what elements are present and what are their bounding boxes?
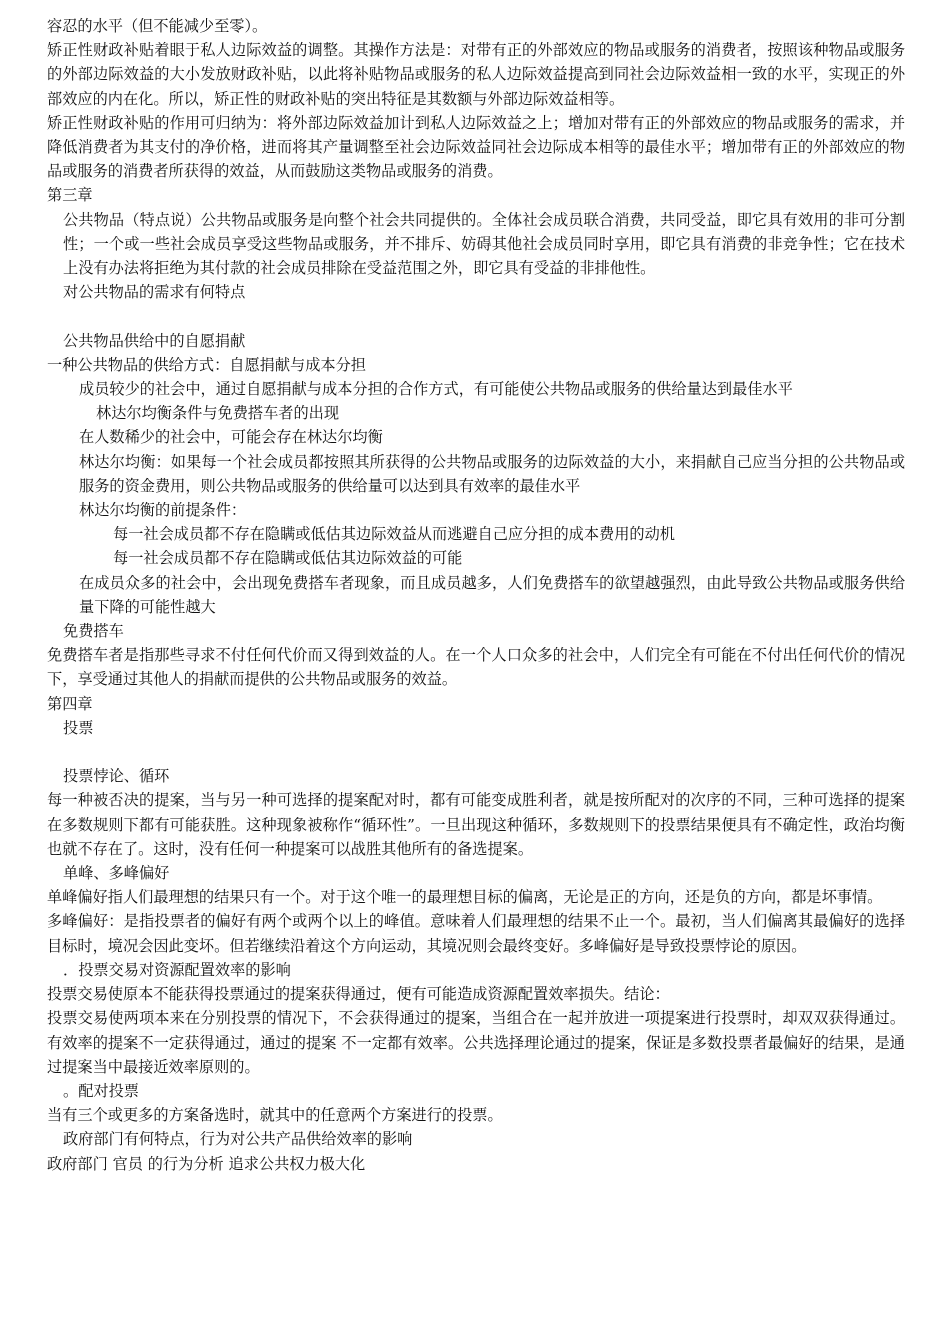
document-page <box>47 14 905 1176</box>
text-paragraph: 成员较少的社会中，通过自愿捐献与成本分担的合作方式，有可能使公共物品或服务的供给量达到最佳水平 <box>79 380 793 399</box>
text-paragraph: 林达尔均衡的前提条件： <box>79 501 247 520</box>
section-heading: 单峰、多峰偏好 <box>63 864 170 883</box>
text-paragraph-body: 林达尔均衡：如果每一个社会成员都按照其所获得的公共物品或服务的边际效益的大小，来捐献自己应当分担的公共物品或服务的资金费用，则公共物品或服务的供给量可以达到具有效率的最佳水平 <box>79 452 905 495</box>
text-paragraph: 在成员众多的社会中，会出现免费搭车者现象，而且成员越多，人们免费搭车的欲望越强烈，由此导致公共物品或服务供给量下降的可能性越大 <box>79 573 905 616</box>
text-paragraph: 多峰偏好：是指投票者的偏好有两个或两个以上的峰值。意味着人们最理想的结果不止一个。最初，当人们偏离其最偏好的选择目标时，境况会因此变坏。但若继续沿着这个方向运动，其境况则会最终变好。多峰偏好是导致投票悖论的原因。 <box>47 912 905 955</box>
text-paragraph: 一种公共物品的供给方式：自愿捐献与成本分担 <box>47 355 366 374</box>
chapter-heading: 第四章 <box>47 694 93 713</box>
section-heading: 免费搭车 <box>63 622 124 641</box>
text-paragraph: 政府部门 官员 的行为分析 追求公共权力极大化 <box>47 1154 366 1173</box>
text-paragraph: 免费搭车者是指那些寻求不付任何代价而又得到效益的人。在一个人口众多的社会中，人们完全有可能在不付出任何代价的情况下，享受通过其他人的捐献而提供的公共物品或服务的效益。 <box>47 646 905 689</box>
list-item: 每一社会成员都不存在隐瞒或低估其边际效益从而逃避自己应分担的成本费用的动机 <box>113 525 675 544</box>
text-paragraph: 当有三个或更多的方案备选时，就其中的任意两个方案进行的投票。 <box>47 1106 503 1125</box>
text-paragraph: 公共物品（特点说）公共物品或服务是向整个社会共同提供的。全体社会成员联合消费，共同受益，即它具有效用的非可分割性；一个或一些社会成员享受这些物品或服务，并不排斥、妨碍其他社会成员同时享用，即它具有消费的非竞争性；它在技术上没有办法将拒绝为其付款的社会成员排除在受益范围之外，即它具有受益的非排他性。 <box>63 210 905 278</box>
text-paragraph: 矫正性财政补贴着眼于私人边际效益的调整。其操作方法是：对带有正的外部效应的物品或服务的消费者，按照该种物品或服务的外部边际效益的大小发放财政补贴，以此将补贴物品或服务的私人边际效益提高到同社会边际效益相一致的水平，实现正的外部效应的内在化。所以，矫正性的财政补贴的突出特征是其数额与外部边际效益相等。 <box>47 41 905 108</box>
text-paragraph: 单峰偏好指人们最理想的结果只有一个。对于这个唯一的最理想目标的偏离，无论是正的方向，还是负的方向，都是坏事情。 <box>47 888 883 907</box>
section-heading: 政府部门有何特点，行为对公共产品供给效率的影响 <box>63 1130 413 1149</box>
text-paragraph: 投票交易使原本不能获得投票通过的提案获得通过，便有可能造成资源配置效率损失。结论： <box>47 985 670 1004</box>
text-paragraph: 投票交易使两项本来在分别投票的情况下，不会获得通过的提案，当组合在一起并放进一项提案进行投票时，却双双获得通过。有效率的提案不一定获得通过，通过的提案 不一定都有效率。公共选择理论通过的提案，保证是多数投票者最偏好的结果，是通过提案当中最接近效率原则的。 <box>47 1009 905 1076</box>
text-paragraph: 矫正性财政补贴的作用可归纳为：将外部边际效益加计到私人边际效益之上；增加对带有正的外部效应的物品或服务的需求，并降低消费者为其支付的净价格，进而将其产量调整至社会边际效益同社会边际成本相等的最佳水平；增加带有正的外部效应的物品或服务的消费者所获得的效益，从而鼓励这类物品或服务的消费。 <box>47 113 905 181</box>
section-heading: 对公共物品的需求有何特点 <box>63 283 246 302</box>
text-paragraph: 每一种被否决的提案，当与另一种可选择的提案配对时，都有可能变成胜利者，就是按所配对的次序的不同，三种可选择的提案在多数规则下都有可能获胜。这种现象被称作“循环性”。一旦出现这种循环，多数规则下的投票结果便具有不确定性，政治均衡也就不存在了。这时，没有任何一种提案可以战胜其他所有的备选提案。 <box>47 791 905 858</box>
section-heading: ．投票交易对资源配置效率的影响 <box>63 960 291 979</box>
blank-line <box>47 304 905 328</box>
chapter-heading: 第三章 <box>47 186 93 205</box>
blank-line <box>47 740 905 764</box>
section-heading: 。配对投票 <box>63 1081 139 1100</box>
text-paragraph <box>47 450 905 498</box>
text-paragraph: 容忍的水平（但不能减少至零）。 <box>47 17 268 35</box>
section-heading: 投票悖论、循环 <box>63 767 170 786</box>
list-item: 每一社会成员都不存在隐瞒或低估其边际效益的可能 <box>113 549 463 568</box>
section-heading: 公共物品供给中的自愿捐献 <box>63 331 246 350</box>
section-heading: 投票 <box>63 718 94 737</box>
text-paragraph: 在人数稀少的社会中，可能会存在林达尔均衡 <box>79 428 383 447</box>
subsection-heading: 林达尔均衡条件与免费搭车者的出现 <box>96 404 339 423</box>
